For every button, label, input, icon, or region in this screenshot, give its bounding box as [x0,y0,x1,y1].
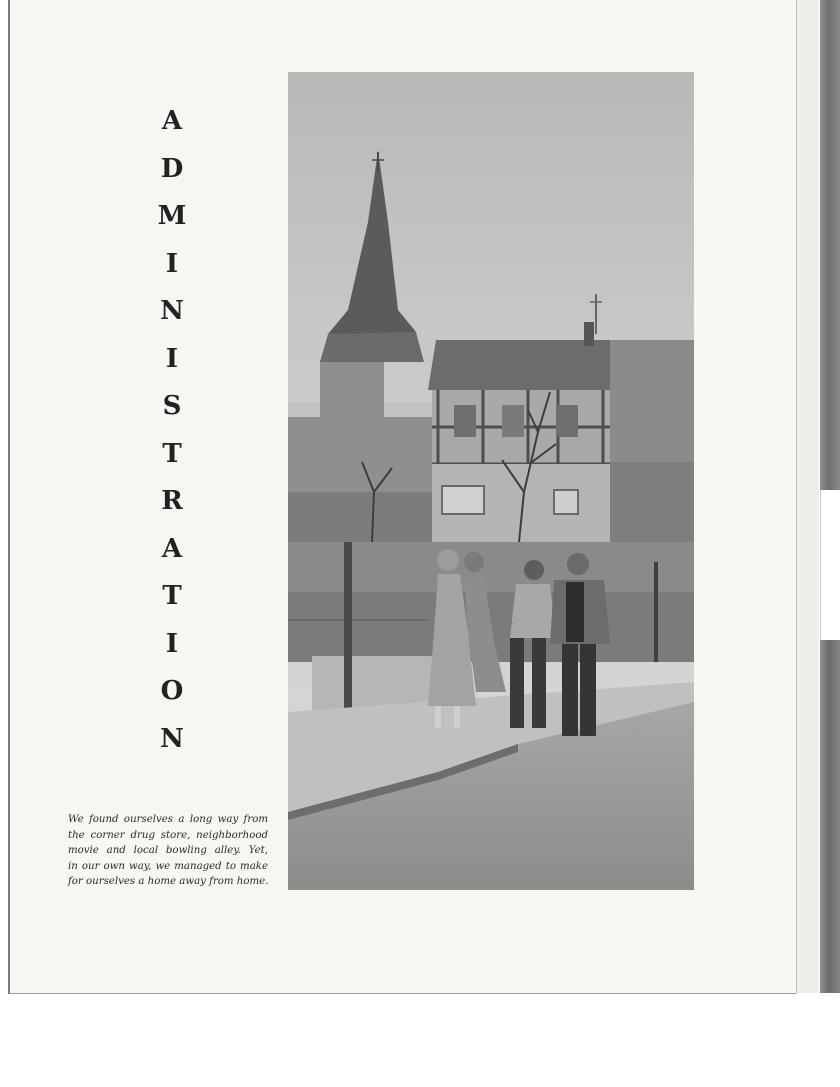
title-letter: R [161,486,183,516]
caption-line: the corner drug store, neighborhood [68,829,268,841]
photo-caption [68,812,268,890]
title-letter: A [161,106,183,136]
facing-page-edge [796,0,819,993]
title-letter: T [162,438,182,469]
title-letter: M [157,201,187,231]
book-spine-top [820,0,840,490]
title-letter: D [160,153,184,184]
village-street-photo [288,72,694,890]
book-spine-gap [820,490,840,640]
title-letter: N [160,296,184,326]
title-letter: I [165,248,179,279]
caption-line: in our own way, we managed to make [68,860,268,872]
caption-line: movie and local bowling alley. Yet, [68,845,268,856]
caption-line: for ourselves a home away from home. [68,876,269,887]
title-letter: I [165,343,179,374]
title-letter: I [165,628,179,659]
title-letter: N [160,723,184,754]
title-letter: A [161,533,183,564]
caption-line: We found ourselves a long way from [68,814,268,825]
section-title-vertical [140,98,204,763]
book-spine-bottom [820,640,840,993]
title-letter: O [160,676,184,706]
title-letter: S [162,391,182,421]
title-letter: T [162,581,182,611]
